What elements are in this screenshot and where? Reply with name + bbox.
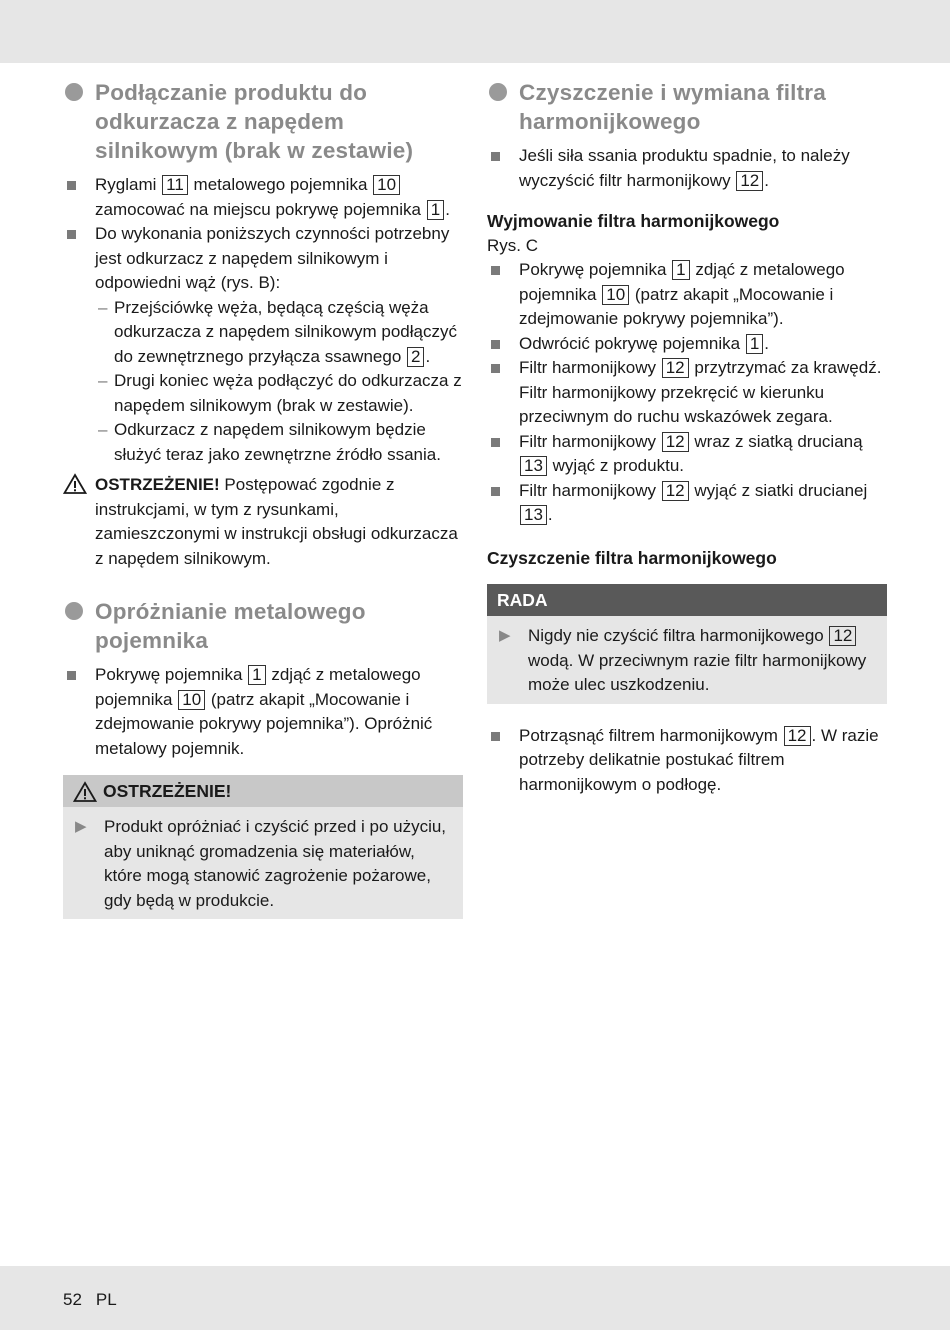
arrow-bullet-icon: ▶ (75, 818, 87, 835)
part-ref: 1 (248, 665, 265, 685)
warning-note: OSTRZEŻENIE! Postępować zgodnie z instrukcjami, w tym z rysunkami, zamieszczonymi w instrukcji obsługi odkurzacza z napędem silnikowym. (63, 473, 463, 571)
square-bullet-icon (491, 152, 500, 161)
tip-box-header: RADA (487, 584, 887, 616)
part-ref: 10 (178, 690, 205, 710)
bullet-dot-icon (65, 602, 83, 620)
square-bullet-icon (67, 230, 76, 239)
tip-box (487, 584, 887, 704)
section-heading: Czyszczenie i wymiana filtra harmonijkowego (487, 78, 887, 136)
page-footer (63, 1288, 117, 1313)
list-item: ▶ Nigdy nie czyścić filtra harmonijkowego 12 wodą. W przeciwnym razie filtr harmonijkowy może ulec uszkodzeniu. (499, 626, 867, 694)
square-bullet-icon (491, 438, 500, 447)
sub-list-item: – Przejściówkę węża, będącą częścią węża odkurzacza z napędem silnikowym podłączyć do zewnętrznego przyłącza ssawnego 2 . (98, 297, 457, 366)
warning-box-body (63, 807, 463, 919)
list-item: Jeśli siła ssania produktu spadnie, to należy wyczyścić filtr harmonijkowy 12 . (487, 144, 887, 193)
list-item: Pokrywę pojemnika 1 zdjąć z metalowego pojemnika 10 (patrz akapit „Mocowanie i zdejmowanie pokrywy pojemnika”). (487, 258, 887, 332)
header-band (0, 0, 950, 63)
part-ref: 13 (520, 456, 547, 476)
list-item: Odwrócić pokrywę pojemnika 1 . (487, 332, 887, 357)
part-ref: 1 (672, 260, 689, 280)
square-bullet-icon (491, 487, 500, 496)
part-ref: 12 (662, 432, 689, 452)
subheading: Wyjmowanie filtra harmonijkowego (487, 211, 780, 231)
part-ref: 12 (736, 171, 763, 191)
list-item: Filtr harmonijkowy 12 wraz z siatką drucianą 13 wyjąć z produktu. (487, 430, 887, 479)
part-ref: 2 (407, 347, 424, 367)
bullet-dot-icon (489, 83, 507, 101)
square-bullet-icon (491, 732, 500, 741)
language-code: PL (95, 1290, 117, 1309)
square-bullet-icon (491, 364, 500, 373)
subheading: Czyszczenie filtra harmonijkowego (487, 547, 777, 568)
section-heading: Podłączanie produktu do odkurzacza z napędem silnikowym (brak w zestawie) (63, 78, 463, 165)
list-item: ▶ Produkt opróżniać i czyścić przed i po użyciu, aby uniknąć gromadzenia się materiałów, które mogą stanowić zagrożenie pożarowe, gdy będą w produkcie. (75, 817, 447, 910)
list-item: Potrząsnąć filtrem harmonijkowym 12 . W razie potrzeby delikatnie postukać filtrem harmonijkowym o podłogę. (487, 724, 887, 798)
square-bullet-icon (491, 340, 500, 349)
list-item: Do wykonania poniższych czynności potrzebny jest odkurzacz z napędem silnikowym i odpowiedni wąż (rys. B): (63, 222, 463, 296)
list-item: Ryglami 11 metalowego pojemnika 10 zamocować na miejscu pokrywę pojemnika 1 . (63, 173, 463, 222)
section-heading: Opróżnianie metalowego pojemnika (63, 597, 463, 655)
footer-band (0, 1266, 950, 1330)
sub-list-item: – Drugi koniec węża podłączyć do odkurzacza z napędem silnikowym (brak w zestawie). (98, 371, 462, 415)
part-ref: 1 (427, 200, 444, 220)
right-column (487, 78, 887, 797)
tip-box-body (487, 616, 887, 704)
bullet-dot-icon (65, 83, 83, 101)
sub-list-item: – Odkurzacz z napędem silnikowym będzie służyć teraz jako zewnętrzne źródło ssania. (98, 420, 441, 464)
square-bullet-icon (491, 266, 500, 275)
part-ref: 12 (662, 481, 689, 501)
warning-box (63, 775, 463, 919)
part-ref: 10 (602, 285, 629, 305)
figure-ref: Rys. C (487, 235, 538, 255)
part-ref: 1 (746, 334, 763, 354)
warning-label: OSTRZEŻENIE! (95, 475, 220, 494)
warning-box-header: OSTRZEŻENIE! (63, 775, 463, 807)
arrow-bullet-icon: ▶ (499, 627, 511, 644)
list-item: Pokrywę pojemnika 1 zdjąć z metalowego pojemnika 10 (patrz akapit „Mocowanie i zdejmowanie pokrywy pojemnika”). Opróżnić metalowy pojemnik. (63, 663, 463, 761)
part-ref: 12 (829, 626, 856, 646)
list-item: Filtr harmonijkowy 12 przytrzymać za krawędź. Filtr harmonijkowy przekręcić w kierunku przeciwnym do ruchu wskazówek zegara. (487, 356, 887, 430)
square-bullet-icon (67, 671, 76, 680)
list-item: Filtr harmonijkowy 12 wyjąć z siatki drucianej 13 . (487, 479, 887, 528)
page-number: 52 (63, 1290, 82, 1309)
warning-triangle-icon (63, 473, 87, 495)
part-ref: 12 (784, 726, 811, 746)
part-ref: 12 (662, 358, 689, 378)
warning-triangle-icon (73, 781, 97, 803)
square-bullet-icon (67, 181, 76, 190)
part-ref: 13 (520, 505, 547, 525)
left-column (63, 78, 463, 919)
part-ref: 10 (373, 175, 400, 195)
part-ref: 11 (162, 175, 188, 195)
